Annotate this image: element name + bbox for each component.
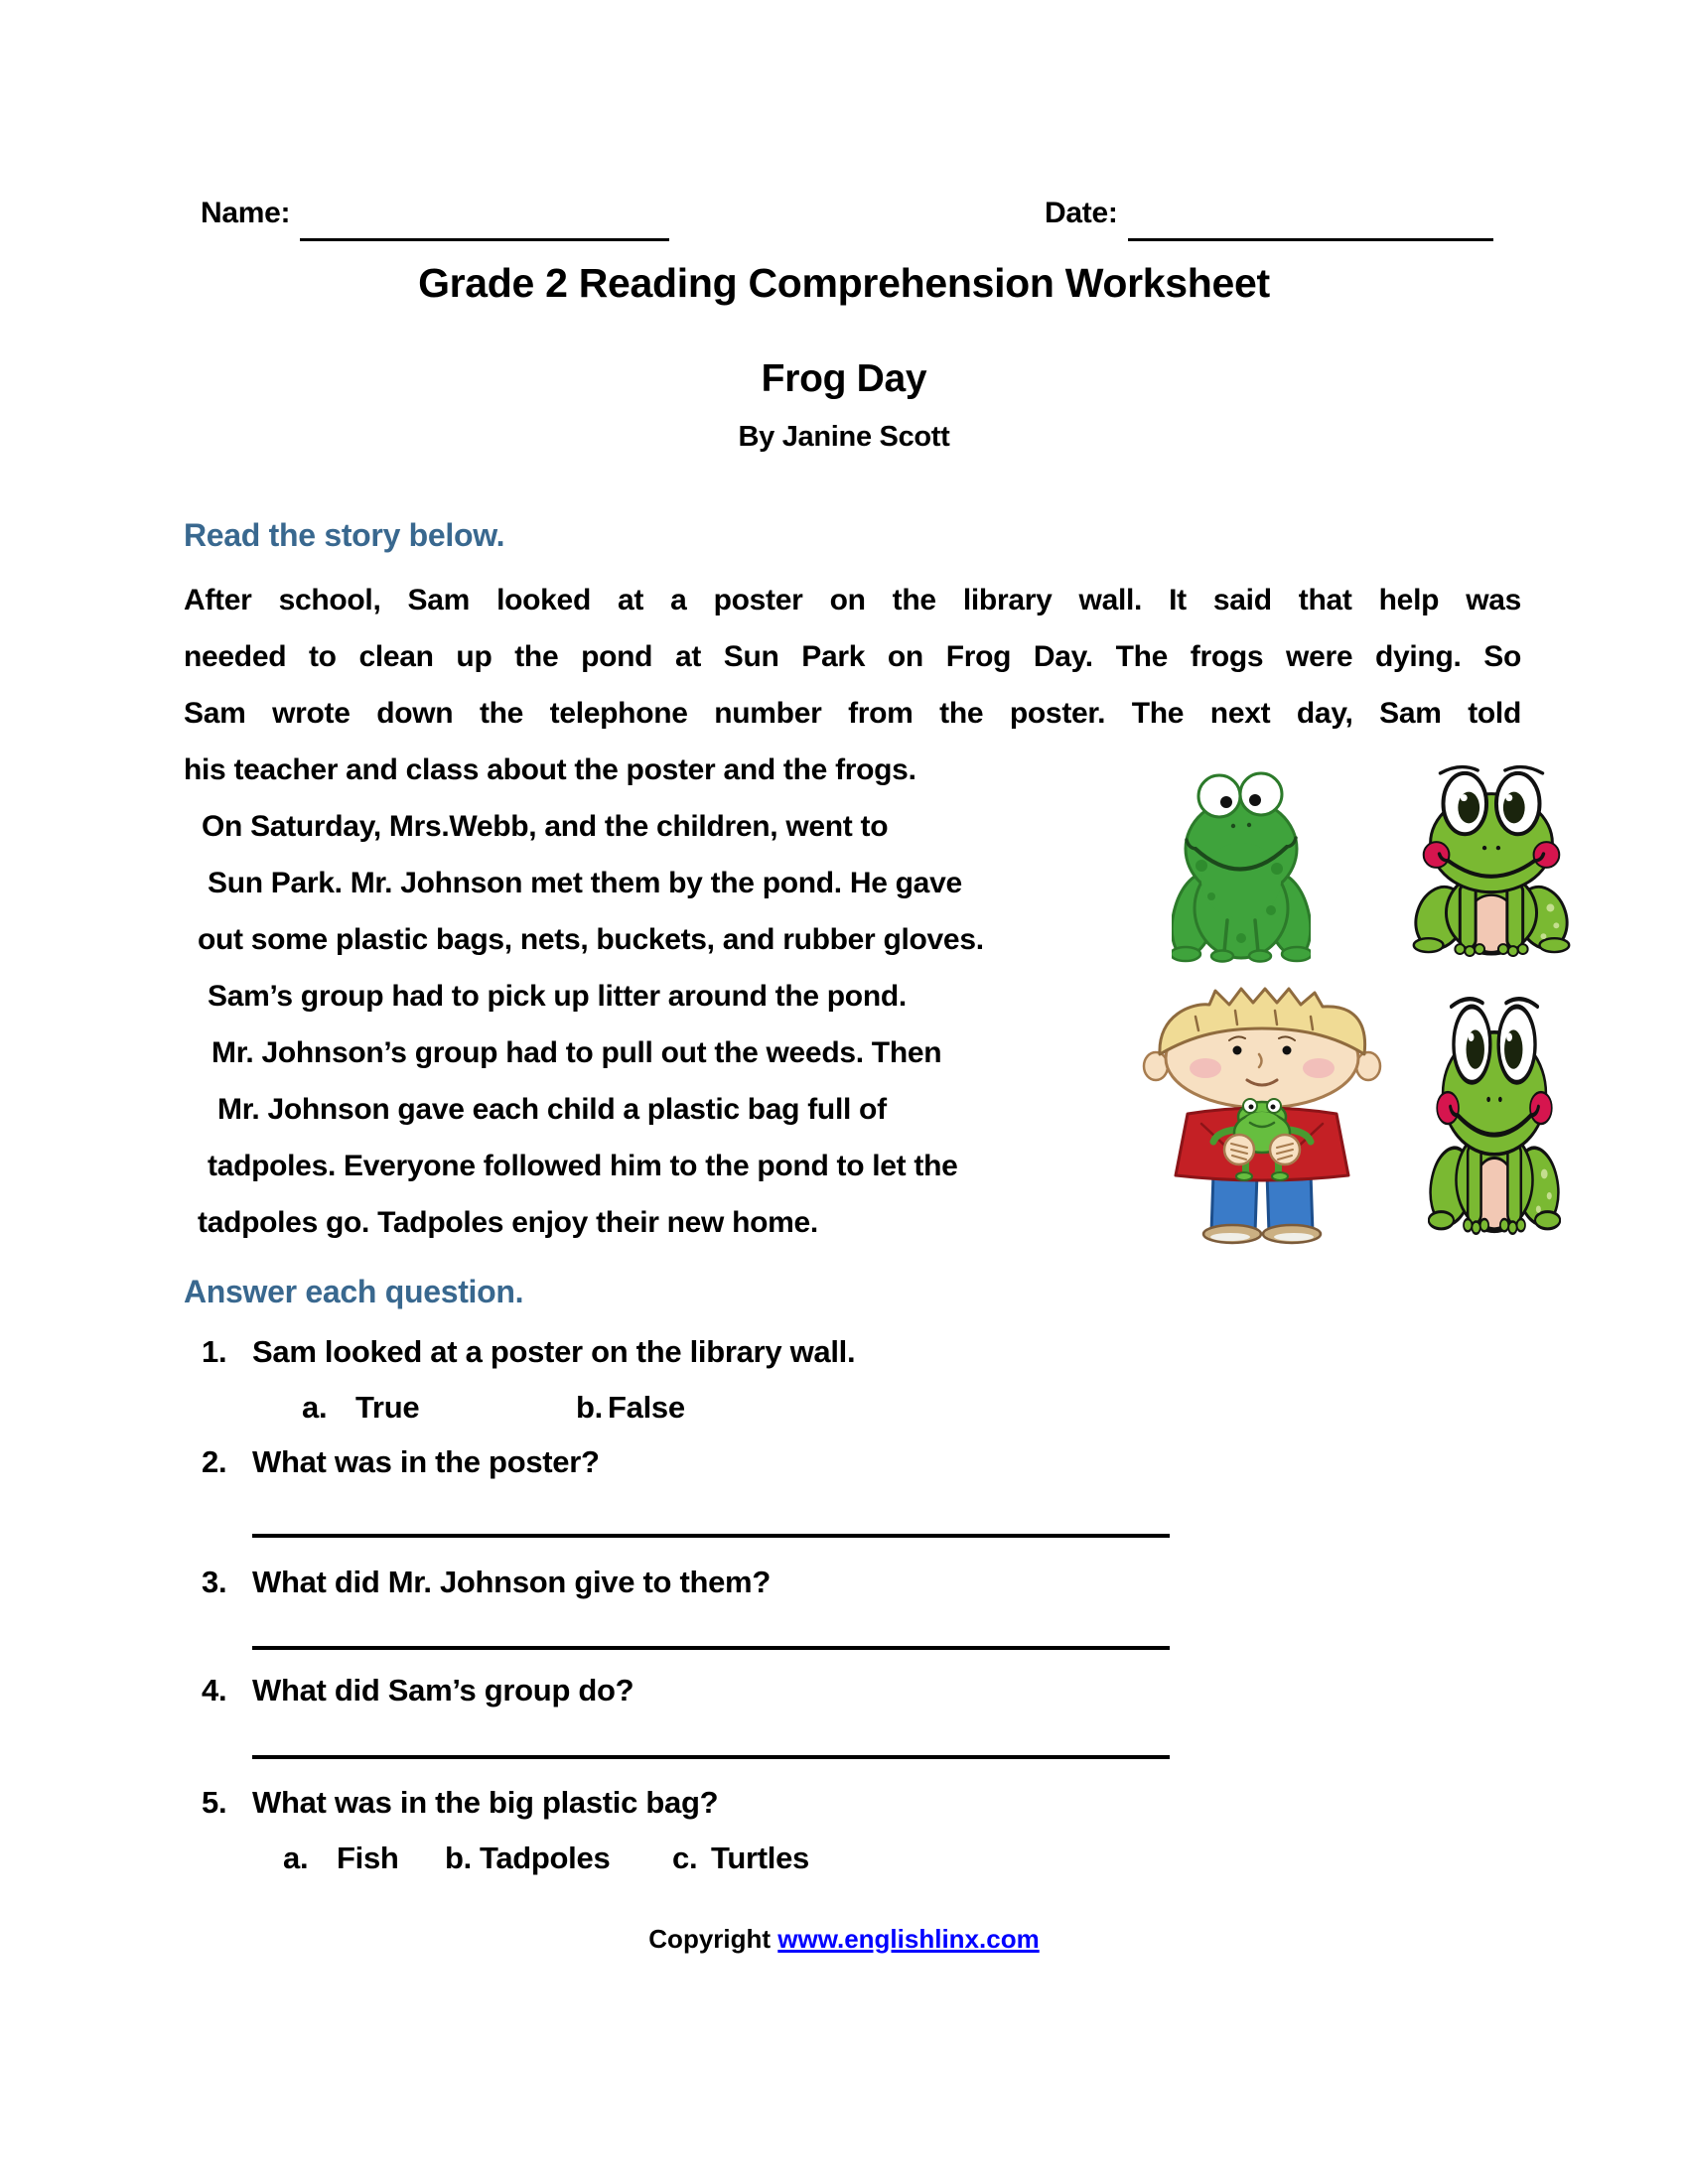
name-label: Name: <box>201 197 291 229</box>
question-text: What was in the big plastic bag? <box>252 1785 719 1820</box>
option-text: True <box>355 1390 420 1425</box>
copyright-label: Copyright <box>648 1924 772 1954</box>
story-title: Frog Day <box>761 357 927 400</box>
story-line: Sam wrote down the telephone number from the poster. The next day, Sam told <box>184 697 1521 730</box>
story-line: tadpoles go. Tadpoles enjoy their new home. <box>198 1206 818 1239</box>
option-label: a. <box>302 1390 328 1425</box>
story-line: After school, Sam looked at a poster on the library wall. It said that help was <box>184 584 1521 616</box>
question-number: 1. <box>202 1334 227 1369</box>
option-text: Turtles <box>711 1841 809 1875</box>
option-label: c. <box>672 1841 698 1875</box>
story-line: his teacher and class about the poster and the frogs. <box>184 753 916 786</box>
story-line: needed to clean up the pond at Sun Park on Frog Day. The frogs were dying. So <box>184 640 1521 673</box>
question-3 <box>202 1565 771 1600</box>
story-line: Mr. Johnson’s group had to pull out the weeds. Then <box>211 1036 942 1069</box>
green-frog-icon <box>1172 769 1311 963</box>
question-2 <box>202 1444 600 1480</box>
story-line: tadpoles. Everyone followed him to the pond to let the <box>208 1150 958 1182</box>
read-story-heading: Read the story below. <box>184 517 505 553</box>
boy-holding-frog-icon <box>1138 985 1386 1245</box>
answer-line <box>252 1534 1170 1538</box>
question-5 <box>202 1785 718 1821</box>
answer-questions-heading: Answer each question. <box>184 1274 524 1309</box>
question-number: 5. <box>202 1785 227 1820</box>
byline: By Janine Scott <box>738 421 950 453</box>
answer-line <box>252 1755 1170 1759</box>
date-label: Date: <box>1045 197 1118 229</box>
story-line: Mr. Johnson gave each child a plastic bag full of <box>217 1093 887 1126</box>
green-frog-image <box>1172 769 1311 963</box>
englishlinx-link[interactable]: www.englishlinx.com <box>777 1924 1040 1954</box>
story-line: out some plastic bags, nets, buckets, and rubber gloves. <box>198 923 984 956</box>
option-text: Tadpoles <box>480 1841 611 1875</box>
question-1 <box>202 1334 855 1370</box>
pink-cheek-frog-tall-icon <box>1428 991 1561 1235</box>
story-line: Sun Park. Mr. Johnson met them by the pond. He gave <box>208 867 962 899</box>
question-number: 3. <box>202 1565 227 1599</box>
pink-cheek-frog-image <box>1412 760 1571 957</box>
option-text: Fish <box>337 1841 399 1875</box>
option-label: b. <box>445 1841 472 1875</box>
story-line: On Saturday, Mrs.Webb, and the children, went to <box>202 810 889 843</box>
option-label: b. <box>576 1390 603 1425</box>
answer-line <box>252 1646 1170 1650</box>
option-label: a. <box>283 1841 309 1875</box>
boy-holding-frog-image <box>1138 985 1386 1245</box>
question-text: What did Mr. Johnson give to them? <box>252 1565 771 1599</box>
name-blank-line <box>300 238 669 241</box>
question-text: What did Sam’s group do? <box>252 1673 634 1707</box>
page-title: Grade 2 Reading Comprehension Worksheet <box>418 260 1270 306</box>
date-blank-line <box>1128 238 1493 241</box>
option-text: False <box>608 1390 685 1425</box>
question-text: Sam looked at a poster on the library wall. <box>252 1334 856 1369</box>
question-number: 4. <box>202 1673 227 1707</box>
footer <box>0 1924 1688 1955</box>
question-number: 2. <box>202 1444 227 1479</box>
story-line: Sam’s group had to pick up litter around the pond. <box>208 980 907 1013</box>
pink-cheek-frog-tall-image <box>1428 991 1561 1235</box>
question-4 <box>202 1673 633 1708</box>
question-text: What was in the poster? <box>252 1444 600 1479</box>
pink-cheek-frog-icon <box>1412 760 1571 957</box>
